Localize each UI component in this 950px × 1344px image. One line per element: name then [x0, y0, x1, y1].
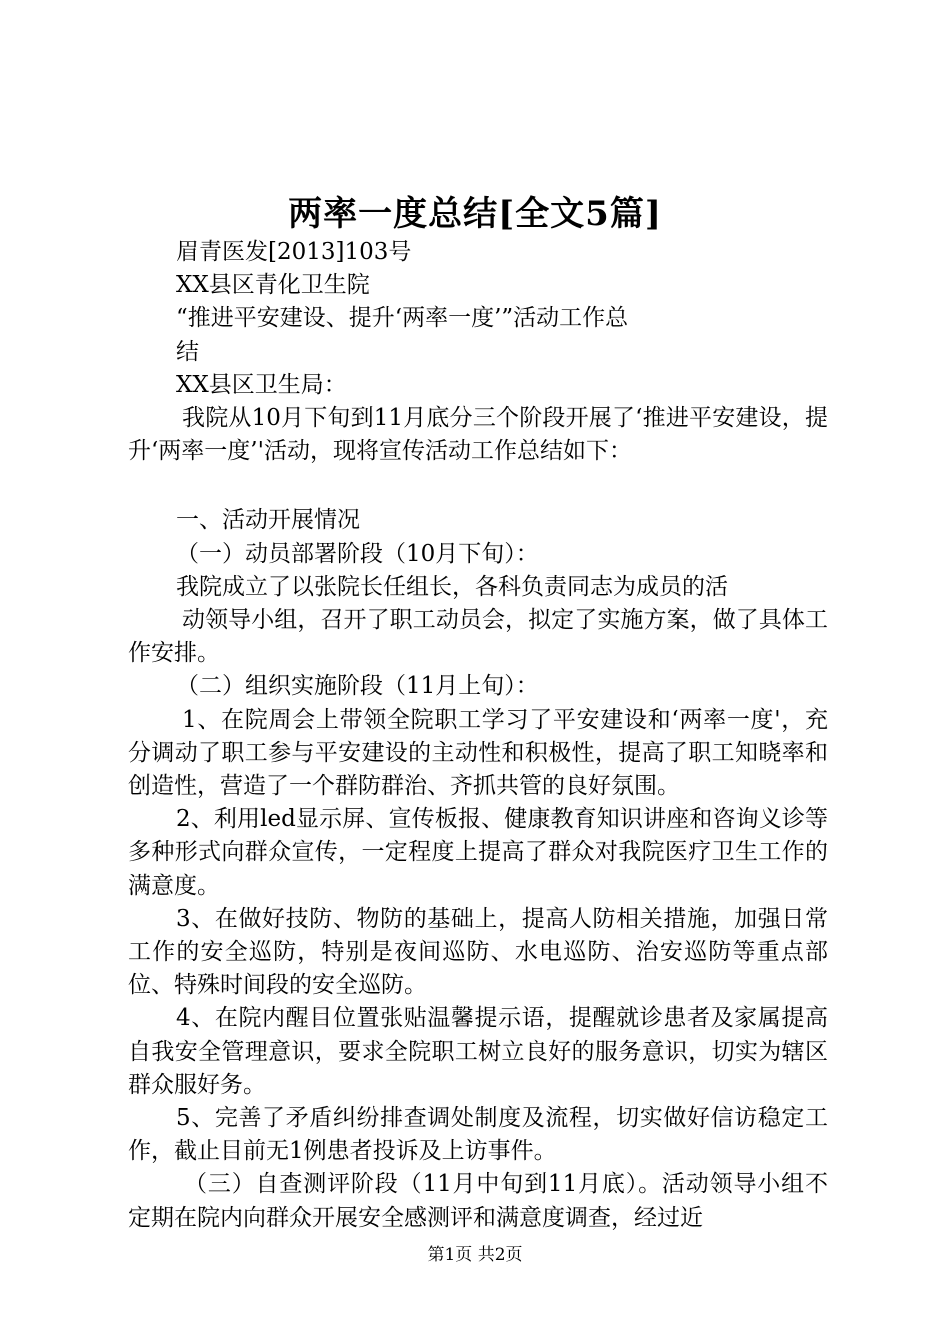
paragraph: 一、活动开展情况 [176, 507, 360, 534]
paragraph: XX县区卫生局： [176, 371, 347, 398]
paragraph: 1、在院周会上带领全院职工学习了平安建设和‘两率一度'，充分调动了职工参与平安建设的主动性和积极性，提高了职工知晓率和创造性，营造了一个群防群治、齐抓共管的良好氛围。 [128, 706, 828, 800]
page-footer: 第1页 共2页 [427, 1245, 523, 1265]
paragraph: （三）自查测评阶段（11月中旬到11月底）。活动领导小组不定期在院内向群众开展安全感测评和满意度调查，经过近 [128, 1171, 828, 1231]
paragraph: 动领导小组，召开了职工动员会，拟定了实施方案，做了具体工作安排。 [128, 607, 828, 667]
paragraph: 我院成立了以张院长任组长，各科负责同志为成员的活 [176, 573, 728, 600]
paragraph: 眉青医发[2013]103号 [176, 239, 412, 265]
paragraph: “推进平安建设、提升‘两率一度’”活动工作总 [176, 305, 629, 332]
paragraph: 5、完善了矛盾纠纷排查调处制度及流程，切实做好信访稳定工作，截止目前无1例患者投诉及上访事件。 [128, 1105, 828, 1165]
paragraph: （二）组织实施阶段（11月上旬）： [176, 673, 539, 700]
paragraph: 4、在院内醒目位置张贴温馨提示语，提醒就诊患者及家属提高自我安全管理意识，要求全院职工树立良好的服务意识，切实为辖区群众服好务。 [128, 1005, 828, 1098]
paragraph: 3、在做好技防、物防的基础上，提高人防相关措施，加强日常工作的安全巡防，特别是夜间巡防、水电巡防、治安巡防等重点部位、特殊时间段的安全巡防。 [128, 905, 828, 999]
paragraph: 我院从10月下旬到11月底分三个阶段开展了‘推进平安建设，提升‘两率一度’'活动，现将宣传活动工作总结如下： [128, 405, 828, 465]
paragraph-gap [128, 468, 828, 504]
document-body [128, 236, 828, 1235]
paragraph: （一）动员部署阶段（10月下旬）： [176, 540, 539, 567]
paragraph: XX县区青化卫生院 [176, 272, 370, 299]
paragraph: 结 [176, 338, 199, 365]
paragraph: 2、利用led显示屏、宣传板报、健康教育知识讲座和咨询义诊等多种形式向群众宣传，一定程度上提高了群众对我院医疗卫生工作的满意度。 [128, 806, 828, 899]
page-title: 两率一度总结[全文5篇] [288, 194, 662, 234]
